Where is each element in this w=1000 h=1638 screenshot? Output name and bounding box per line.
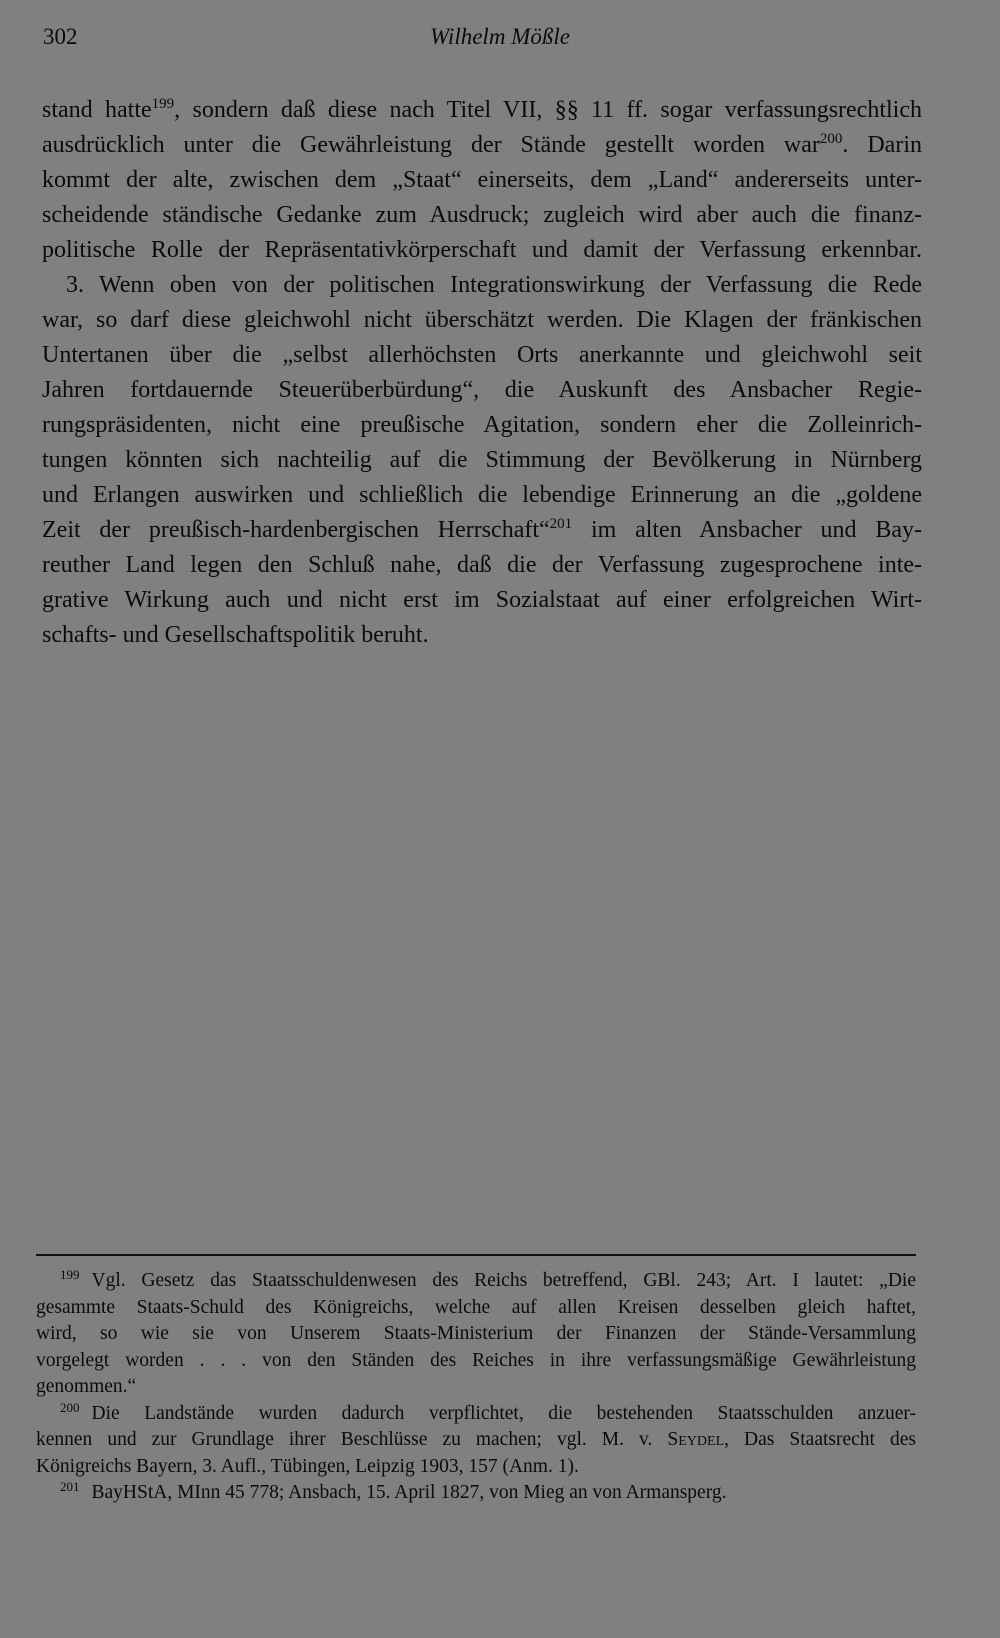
text-line: Jahren fortdauernde Steuerüberbürdung“, die Auskunft des Ansbacher Regie- [42,377,922,403]
text-line: Untertanen über die „selbst allerhöchsten Orts anerkannte und gleichwohl seit [42,342,922,368]
running-head: Wilhelm Mößle [430,24,570,49]
page-number: 302 [43,24,78,49]
footnote-line: wird, so wie sie von Unserem Staats-Ministerium der Finanzen der Stände-Versammlung [36,1323,916,1344]
footnote-line: kennen und zur Grundlage ihrer Beschlüsse zu machen; vgl. M. v. Seydel, Das Staatsrecht des [36,1429,916,1450]
text-line: kommt der alte, zwischen dem „Staat“ einerseits, dem „Land“ andererseits unter- [42,167,922,193]
footnote-line: $^{201}$ BayHStA, MInn 45 778; Ansbach, 15. April 1827, von Mieg an von Armansperg. [60,1479,727,1503]
text-line: stand hatte$^{199}$, sondern daß diese nach Titel VII, §§ 11 ff. sogar verfassungsrechtlich [42,96,922,123]
footnote-200 [36,1401,916,1481]
text-line: politische Rolle der Repräsentativkörperschaft und damit der Verfassung erkennbar. [42,237,922,263]
text-line: und Erlangen auswirken und schließlich die lebendige Erinnerung an die „goldene [42,482,922,508]
text-line: scheidende ständische Gedanke zum Ausdruck; zugleich wird aber auch die finanz- [42,202,922,228]
footnote-number: 200 [60,1399,80,1415]
footnote-line: Königreichs Bayern, 3. Aufl., Tübingen, Leipzig 1903, 157 (Anm. 1). [36,1455,579,1477]
text-line: reuther Land legen den Schluß nahe, daß die der Verfassung zugesprochene inte- [42,552,922,578]
footnote-ref-200[interactable]: 200 [819,131,843,147]
text-line: rungspräsidenten, nicht eine preußische Agitation, sondern eher die Zolleinrich- [42,412,922,438]
footnote-line: $^{200}$ Die Landstände wurden dadurch verpflichtet, die bestehenden Staatsschulden anzuer- [60,1399,916,1424]
text-line: ausdrücklich unter die Gewährleistung der Stände gestellt worden war$^{200}$. Darin [42,131,922,158]
footnotes [36,1268,916,1507]
footnote-line: genommen.“ [36,1376,137,1397]
text-line: grative Wirkung auch und nicht erst im Sozialstaat auf einer erfolgreichen Wirt- [42,587,922,613]
footnote-divider [36,1254,916,1256]
footnote-line: $^{199}$ Vgl. Gesetz das Staatsschuldenwesen des Reichs betreffend, GBl. 243; Art. I lautet: „Die [60,1267,916,1291]
footnote-199 [36,1268,916,1401]
footnote-ref-201[interactable]: 201 [549,516,573,532]
text-line: tungen könnten sich nachteilig auf die Stimmung der Bevölkerung in Nürnberg [42,447,922,473]
footnote-number: 201 [60,1479,80,1494]
body-text [42,93,922,653]
footnote-ref-199[interactable]: 199 [151,96,175,112]
footnote-number: 199 [60,1267,80,1282]
footnote-line: vorgelegt worden . . . von den Ständen des Reiches in ihre verfassungsmäßige Gewährleistung [36,1349,916,1371]
text-line: schafts- und Gesellschaftspolitik beruht. [42,622,429,648]
footnote-201 [36,1480,916,1507]
text-line: Zeit der preußisch-hardenbergischen Herrschaft“$^{201}$ im alten Ansbacher und Bay- [42,516,922,543]
text-line: war, so darf diese gleichwohl nicht überschätzt werden. Die Klagen der fränkischen [42,307,922,333]
footnote-line: gesammte Staats-Schuld des Königreichs, welche auf allen Kreisen desselben gleich haftet, [36,1296,916,1318]
author-name: Seydel [667,1429,725,1450]
text-line: 3. Wenn oben von der politischen Integrationswirkung der Verfassung die Rede [66,272,922,298]
